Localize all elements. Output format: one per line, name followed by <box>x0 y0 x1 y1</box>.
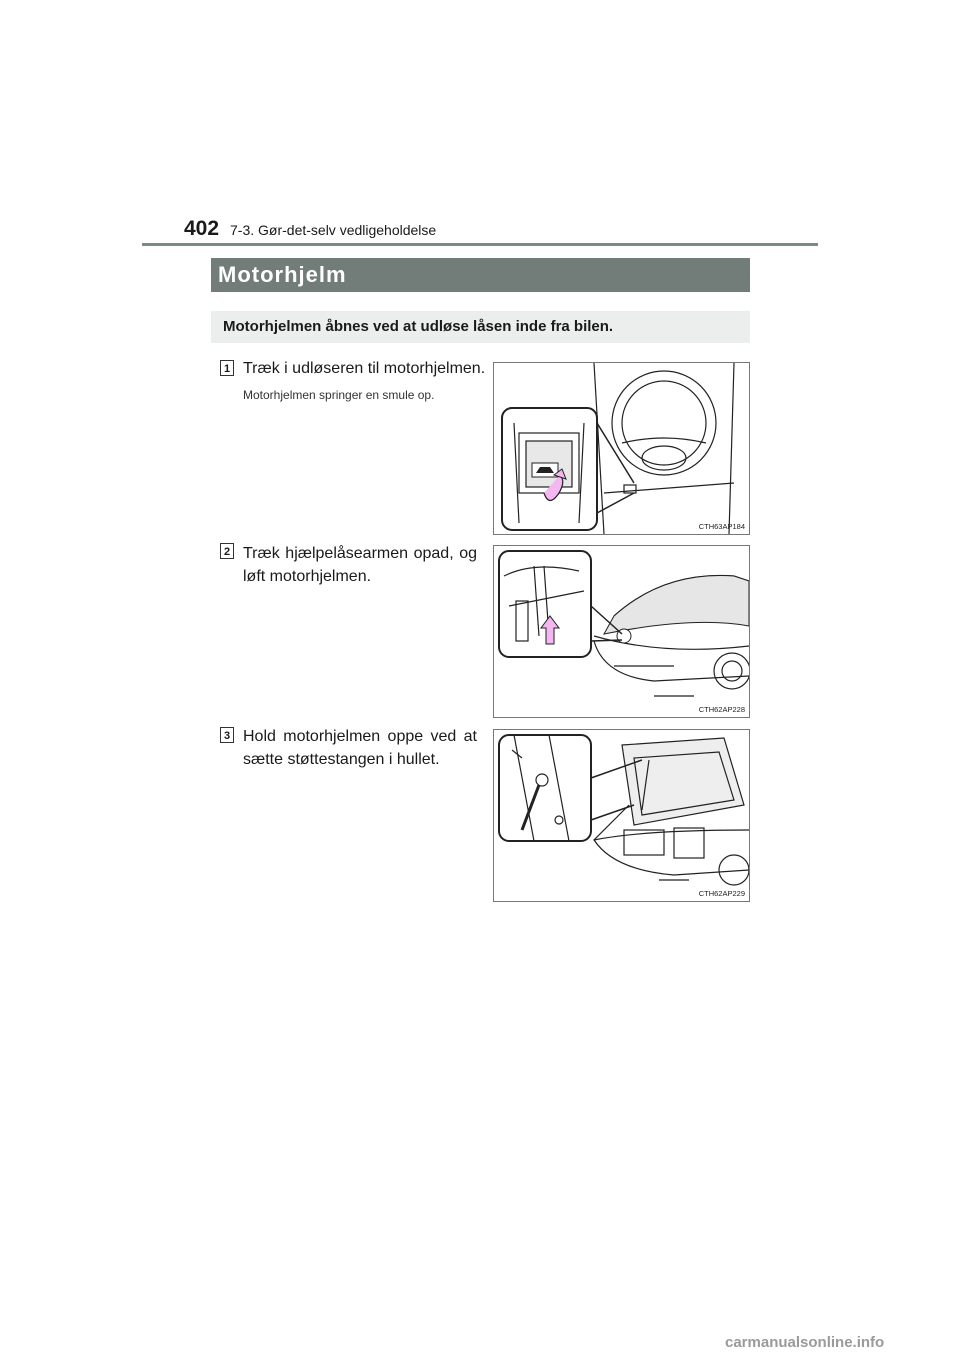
step-number-2: 2 <box>220 543 234 559</box>
step-text-2: Træk hjælpelåsearmen opad, og løft motorhjelmen. <box>243 545 477 585</box>
step-number-3: 3 <box>220 727 234 743</box>
title-bar: Motorhjelm <box>211 258 750 292</box>
step-note-1: Motorhjelmen springer en smule op. <box>243 388 435 402</box>
section-label: 7-3. Gør-det-selv vedligeholdelse <box>230 222 437 238</box>
illustration-support-rod <box>493 729 750 902</box>
figure-code-3: CTH62AP229 <box>698 889 745 898</box>
illustration-auxiliary-lever <box>493 545 750 718</box>
step-text-3: Hold motorhjelmen oppe ved at sætte støttestangen i hullet. <box>243 728 477 768</box>
intro-bar: Motorhjelmen åbnes ved at udløse låsen inde fra bilen. <box>211 311 750 343</box>
header-rule <box>142 243 818 246</box>
illustration-hood-release <box>493 362 750 535</box>
page-number: 402 <box>184 217 220 240</box>
step-number-1: 1 <box>220 360 234 376</box>
step-text-1: Træk i udløseren til motorhjelmen. <box>243 360 486 377</box>
figure-code-1: CTH63AP184 <box>698 522 745 531</box>
watermark: carmanualsonline.info <box>725 1334 885 1351</box>
figure-code-2: CTH62AP228 <box>698 705 745 714</box>
